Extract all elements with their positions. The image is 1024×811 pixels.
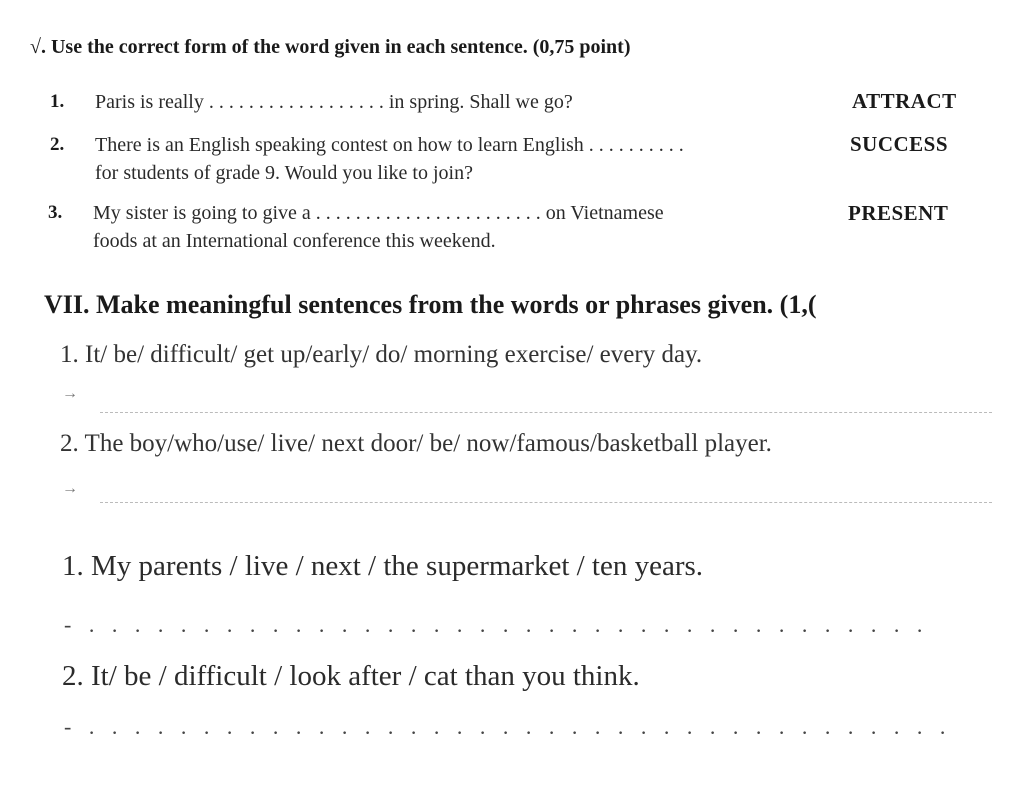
sentence-prompt: 2. The boy/who/use/ live/ next door/ be/ now/famous/basketball player. [60,430,772,457]
section-5-heading: √. Use the correct form of the word given in each sentence. (0,75 point) [30,36,631,58]
answer-line[interactable] [100,502,992,503]
sentence-prompt: 2. It/ be / difficult / look after / cat than you think. [62,660,640,692]
item-number: 1. [50,91,65,112]
sentence-prompt: 1. My parents / live / next / the supermarket / ten years. [62,550,704,582]
question-text: Paris is really . . . . . . . . . . . . . . . . . . in spring. Shall we go? [95,91,573,113]
keyword: PRESENT [848,201,949,225]
section-7-heading: VII. Make meaningful sentences from the words or phrases given. (1,( [44,290,817,319]
answer-dotted-line[interactable]: - . . . . . . . . . . . . . . . . . . . . . . . . . . . . . . . . . . . . . [64,612,929,637]
answer-dotted-line[interactable]: - . . . . . . . . . . . . . . . . . . . . . . . . . . . . . . . . . . . . . . [64,714,952,739]
sentence-prompt: 1. It/ be/ difficult/ get up/early/ do/ morning exercise/ every day. [60,341,703,368]
question-text-continued: foods at an International conference this weekend. [93,230,496,252]
item-number: 2. [50,134,65,155]
question-text-continued: for students of grade 9. Would you like to join? [95,162,473,184]
answer-line[interactable] [100,412,992,413]
keyword: SUCCESS [850,132,949,156]
question-text: There is an English speaking contest on how to learn English . . . . . . . . . . [95,134,684,156]
keyword: ATTRACT [852,89,957,113]
item-number: 3. [48,202,63,223]
arrow-icon: → [62,480,78,497]
question-text: My sister is going to give a . . . . . . . . . . . . . . . . . . . . . . . on Vietnamese [93,202,664,224]
arrow-icon: → [62,385,78,402]
